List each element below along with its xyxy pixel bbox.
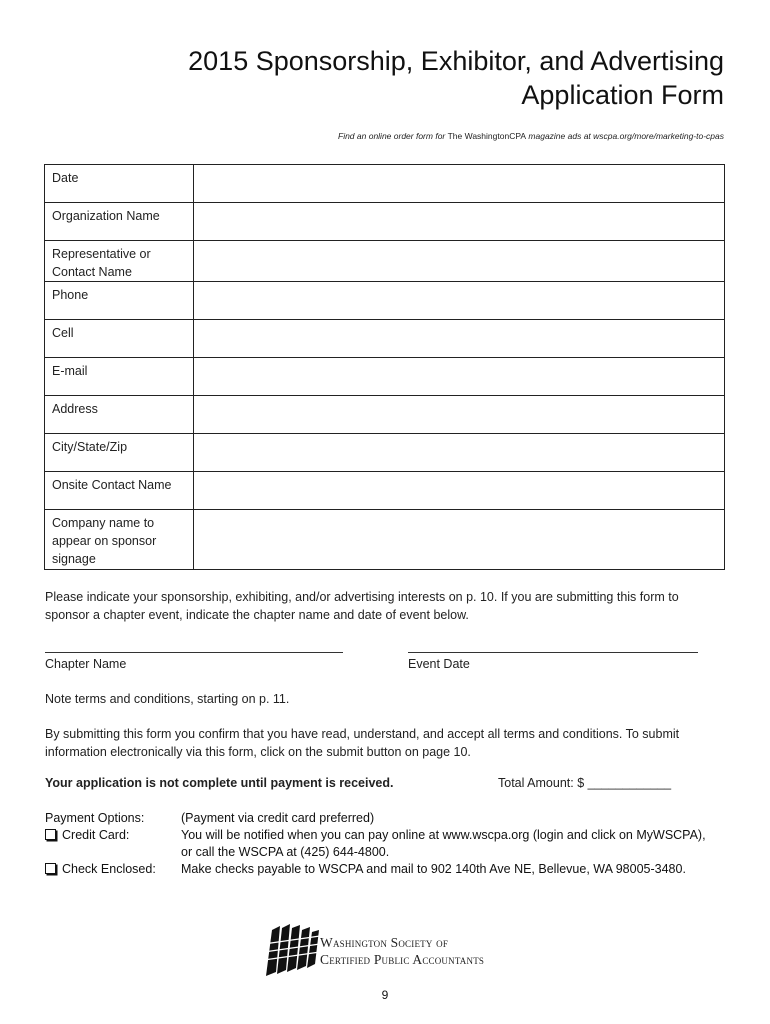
form-label-date: Date — [45, 165, 194, 203]
subtitle — [84, 131, 724, 141]
credit-card-checkbox[interactable] — [45, 829, 56, 840]
form-label-phone: Phone — [45, 282, 194, 320]
chapter-name-label: Chapter Name — [45, 657, 127, 671]
form-label-city-state-zip: City/State/Zip — [45, 434, 194, 472]
form-row-representative — [45, 241, 725, 282]
form-label-representative: Representative or Contact Name — [45, 241, 194, 282]
form-row-cell — [45, 320, 725, 358]
credit-card-text-2: or call the WSCPA at (425) 644-4800. — [181, 845, 390, 859]
city-state-zip-input[interactable] — [194, 434, 724, 452]
confirm-text: By submitting this form you confirm that you have read, understand, and accept all terms and conditions. To submit information electronically via this form, click on the submit button on page 10. — [45, 727, 680, 759]
form-row-address — [45, 396, 725, 434]
form-label-address: Address — [45, 396, 194, 434]
form-label-email: E-mail — [45, 358, 194, 396]
address-input[interactable] — [194, 396, 724, 414]
logo-line-1: Washington Society of — [320, 935, 449, 950]
form-label-organization: Organization Name — [45, 203, 194, 241]
event-date-label: Event Date — [408, 657, 470, 671]
form-row-onsite-contact — [45, 472, 725, 510]
credit-card-text: You will be notified when you can pay online at www.wscpa.org (login and click on MyWSCPA), — [181, 828, 706, 842]
representative-name-input[interactable] — [194, 241, 724, 259]
signage-name-input[interactable] — [194, 510, 724, 528]
form-row-signage-name — [45, 510, 725, 570]
payment-note: (Payment via credit card preferred) — [181, 811, 375, 825]
logo-line-2: Certified Public Accountants — [320, 952, 485, 967]
onsite-contact-input[interactable] — [194, 472, 724, 490]
payment-options-label: Payment Options: — [45, 811, 145, 825]
credit-card-checkbox-group[interactable] — [45, 827, 181, 844]
wscpa-logo-text — [320, 934, 484, 968]
form-row-email — [45, 358, 725, 396]
application-form-table — [44, 164, 725, 570]
check-checkbox[interactable] — [45, 863, 56, 874]
form-row-organization — [45, 203, 725, 241]
payment-warning: Your application is not complete until payment is received. — [45, 776, 394, 790]
cell-input[interactable] — [194, 320, 724, 338]
title-line-1: 2015 Sponsorship, Exhibitor, and Advertising — [188, 46, 724, 76]
email-input[interactable] — [194, 358, 724, 376]
phone-input[interactable] — [194, 282, 724, 300]
wscpa-logo — [262, 922, 522, 980]
form-row-date — [45, 165, 725, 203]
organization-name-input[interactable] — [194, 203, 724, 221]
page-title — [84, 44, 724, 112]
check-checkbox-group[interactable] — [45, 861, 181, 878]
event-date-line[interactable] — [408, 652, 698, 653]
page-number: 9 — [381, 988, 389, 1002]
subtitle-prefix: Find an online order form for — [338, 131, 448, 141]
check-label: Check Enclosed: — [62, 862, 156, 876]
check-text: Make checks payable to WSCPA and mail to 902 140th Ave NE, Bellevue, WA 98005-3480. — [181, 862, 686, 876]
form-label-onsite-contact: Onsite Contact Name — [45, 472, 194, 510]
intro-text: Please indicate your sponsorship, exhibiting, and/or advertising interests on p. 10. If you are submitting this form to sponsor a chapter event, indicate the chapter name and date of event below. — [45, 590, 679, 622]
subtitle-magazine: The WashingtonCPA — [447, 131, 527, 141]
chapter-name-line[interactable] — [45, 652, 343, 653]
total-amount-field[interactable]: Total Amount: $ ____________ — [498, 776, 672, 790]
wscpa-logo-mark-icon — [262, 922, 320, 980]
title-line-2: Application Form — [521, 80, 724, 110]
credit-card-label: Credit Card: — [62, 828, 130, 842]
form-label-signage-name: Company name to appear on sponsor signage — [45, 510, 194, 570]
subtitle-suffix: magazine ads at wscpa.org/more/marketing-to-cpas — [526, 131, 724, 141]
date-input[interactable] — [194, 165, 724, 183]
form-label-cell: Cell — [45, 320, 194, 358]
terms-note: Note terms and conditions, starting on p. 11. — [45, 692, 290, 706]
form-row-phone — [45, 282, 725, 320]
form-row-city-state-zip — [45, 434, 725, 472]
